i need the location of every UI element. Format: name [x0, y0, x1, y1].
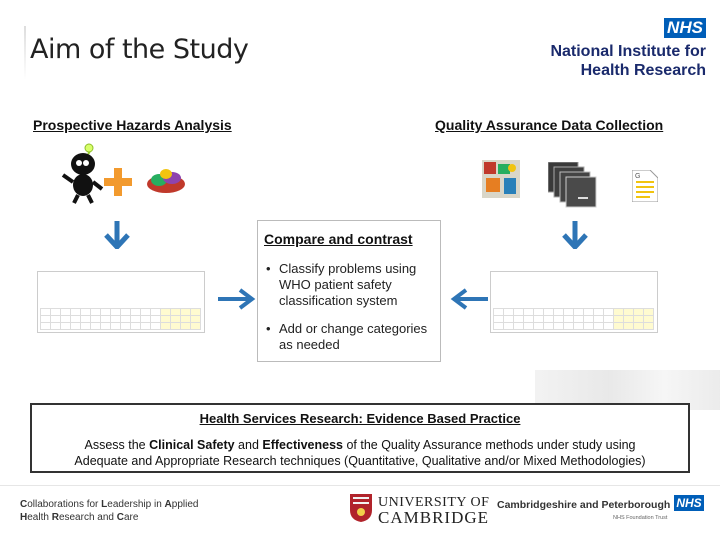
nihr-line-1: National Institute for [550, 43, 706, 60]
list-item: • Add or change categories as needed [266, 321, 436, 353]
prospective-hazards-heading: Prospective Hazards Analysis [33, 117, 232, 133]
qa-table-thumbnail [490, 271, 658, 333]
trust-name: Cambridgeshire and Peterborough [497, 499, 671, 511]
cambridge-crest-icon [350, 494, 372, 522]
ebp-heading: Health Services Research: Evidence Based Practice [199, 411, 521, 426]
items-pile-icon [146, 166, 186, 194]
collage-image-icon [482, 160, 520, 198]
qa-data-collection-heading: Quality Assurance Data Collection [435, 117, 664, 133]
compare-heading: Compare and contrast [264, 231, 413, 247]
svg-text:G: G [635, 173, 641, 180]
trust-nhs-logo: NHS [674, 495, 704, 511]
plus-icon [104, 168, 132, 196]
slide-header [0, 0, 720, 100]
document-stack-icon [548, 162, 600, 210]
ebp-text: Assess the Clinical Safety and Effectiveness of the Quality Assurance methods under study using Adequate and Appropriate Research techniques (Quantitative, Qualitative and/or Mixed Methodologies) [74, 438, 646, 468]
notepad-icon [632, 170, 658, 202]
clahrc-logo-text: Collaborations for Leadership in Applied Health Research and Care [20, 499, 199, 523]
slide-title: Aim of the Study [30, 34, 249, 65]
nihr-line-2: Health Research [580, 62, 706, 79]
footer [0, 485, 720, 541]
list-item: • Classify problems using WHO patient safety classification system [266, 261, 436, 309]
arrow-right-icon [218, 288, 256, 310]
ebp-box [30, 403, 690, 473]
title-accent [24, 26, 26, 80]
arrow-left-icon [450, 288, 488, 310]
nhs-logo: NHS [664, 18, 706, 38]
nihr-logo-text [550, 42, 706, 80]
trust-subtitle: NHS Foundation Trust [613, 515, 668, 521]
compare-bullet-list [266, 261, 436, 365]
arrow-down-right-icon [562, 221, 588, 249]
thinking-person-icon [58, 142, 108, 204]
cambridge-logo-text: UNIVERSITY OF CAMBRIDGE [378, 495, 490, 527]
hazards-table-thumbnail [37, 271, 205, 333]
arrow-down-left-icon [104, 221, 130, 249]
